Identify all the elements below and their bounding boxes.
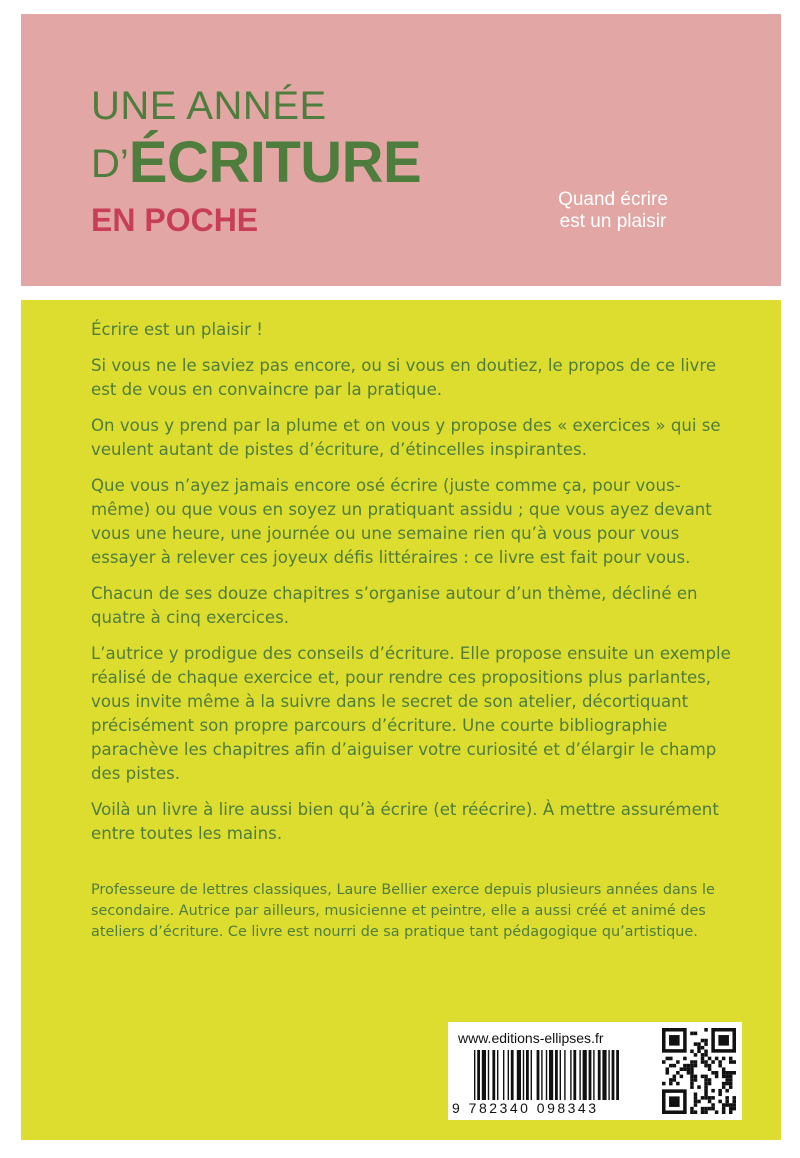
blurb-paragraph: On vous y prend par la plume et on vous y propose des « exercices » qui se veulent autant de pistes d’écriture, d’étincelles inspirantes.	[91, 416, 721, 459]
title-line-2	[91, 130, 422, 195]
blurb-paragraph: Que vous n’ayez jamais encore osé écrire (juste comme ça, pour vous-même) ou que vous en soyez un pratiquant assidu ; que vous ayez devant vous une heure, une journée ou une semaine rien qu’à vous pour vous essayer à relever ces joyeux défis littéraires : ce livre est fait pour vous.	[91, 476, 712, 567]
isbn-barcode	[474, 1050, 654, 1100]
tagline-line-1: Quand écrire	[558, 189, 668, 210]
isbn-number: 9 782340 098343	[452, 1100, 599, 1116]
blurb-paragraph: Écrire est un plaisir !	[91, 320, 263, 339]
blurb-paragraph: Si vous ne le saviez pas encore, ou si vous en doutiez, le propos de ce livre est de vous en convaincre par la pratique.	[91, 356, 717, 399]
title-line-2-prefix: D’	[91, 142, 129, 186]
blurb-paragraph: Chacun de ses douze chapitres s’organise autour d’un thème, décliné en quatre à cinq exercices.	[91, 584, 698, 627]
publisher-url: www.editions-ellipses.fr	[458, 1030, 604, 1046]
body-panel	[21, 300, 781, 1140]
author-bio: Professeure de lettres classiques, Laure Bellier exerce depuis plusieurs années dans le secondaire. Autrice par ailleurs, musicienne et peintre, elle a aussi créé et animé des ateliers d’écriture. Ce livre est nourri de sa pratique tant pédagogique qu’artistique.	[91, 882, 715, 940]
tagline	[533, 189, 693, 233]
header-band	[21, 14, 781, 286]
title-line-3: EN POCHE	[91, 202, 259, 238]
title-line-2-main: ÉCRITURE	[128, 130, 422, 195]
barcode-box	[448, 1022, 742, 1120]
tagline-line-2: est un plaisir	[559, 211, 667, 232]
blurb-text	[91, 318, 731, 858]
qr-code	[662, 1028, 736, 1114]
blurb-paragraph: Voilà un livre à lire aussi bien qu’à écrire (et réécrire). À mettre assurément entre toutes les mains.	[91, 800, 719, 843]
blurb-paragraph: L’autrice y prodigue des conseils d’écriture. Elle propose ensuite un exemple réalisé de chaque exercice et, pour rendre ces propositions plus parlantes, vous invite même à la suivre dans le secret de son atelier, décortiquant précisément son propre parcours d’écriture. Une courte bibliographie parachève les chapitres afin d’aiguiser votre curiosité et d’élargir le champ des pistes.	[91, 644, 731, 783]
title-line-1: UNE ANNÉE	[91, 84, 327, 128]
